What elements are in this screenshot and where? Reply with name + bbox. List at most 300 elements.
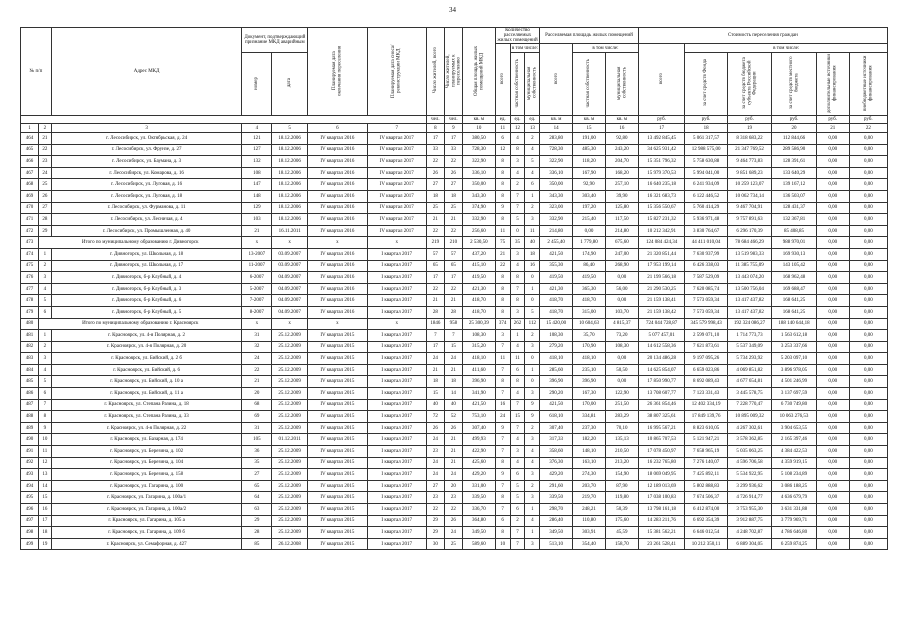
row-number-cell: 494 <box>21 480 39 492</box>
value-cell-c8: 33 <box>426 144 444 156</box>
value-cell-c15: 92,90 <box>573 179 606 191</box>
value-cell-c15: 110,80 <box>573 515 606 527</box>
doc-number-cell: 103 <box>242 214 272 226</box>
demolish-date-cell: I квартал 2017 <box>367 330 426 342</box>
table-row <box>21 202 888 214</box>
value-cell-c10: 350,00 <box>462 179 495 191</box>
doc-number-cell: 121 <box>242 133 272 145</box>
table-row <box>21 167 888 179</box>
table-body <box>21 133 888 550</box>
row-index-cell: 8 <box>39 411 52 423</box>
doc-number-cell: 129 <box>242 202 272 214</box>
value-cell-c14: 421,30 <box>540 283 573 295</box>
value-cell-c20: 143 105,42 <box>772 260 817 272</box>
row-number-cell: 499 <box>21 538 39 550</box>
value-cell-c19: 4 677 654,81 <box>727 376 772 388</box>
value-cell-c15: 35,70 <box>573 330 606 342</box>
value-cell-c16: 213,20 <box>605 457 638 469</box>
address-cell: г. Лесосибирск, ул. Луговая, д. 16 <box>51 179 242 191</box>
value-cell-c10: 380,50 <box>462 133 495 145</box>
value-cell-c20: 4 384 422,53 <box>772 446 817 458</box>
value-cell-c9: 65 <box>444 260 462 272</box>
value-cell-c17: 18 069 049,95 <box>638 469 685 481</box>
value-cell-c12: 7 <box>510 527 525 539</box>
row-index-cell: 9 <box>39 422 52 434</box>
address-cell: г. Красноярск, ул. Степана Разина, д. 33 <box>51 411 242 423</box>
column-numbering-row <box>21 124 888 133</box>
value-cell-c17: 10 212 342,91 <box>638 225 685 237</box>
summary-row <box>21 318 888 330</box>
value-cell-c8: 17 <box>426 341 444 353</box>
value-cell-c19: 21 347 769,52 <box>727 144 772 156</box>
value-cell-c10: 341,90 <box>462 388 495 400</box>
value-cell-c13: 112 <box>525 318 540 330</box>
address-cell: г. Лесосибирск, ул. Лесничая, д. 4 <box>51 214 242 226</box>
value-cell-c12: 4 <box>510 133 525 145</box>
value-cell-c16: 257,10 <box>605 179 638 191</box>
address-cell: г. Красноярск, ул. Березина, д. 102 <box>51 446 242 458</box>
value-cell-c8: 27 <box>426 179 444 191</box>
value-cell-c9: 25 <box>444 202 462 214</box>
row-number-cell: 471 <box>21 214 39 226</box>
value-cell-c15: 1 779,80 <box>573 237 606 249</box>
row-index-cell: 27 <box>39 202 52 214</box>
value-cell-c22: 0,00 <box>849 283 887 295</box>
row-index-cell: 7 <box>39 399 52 411</box>
header-document: Документ, подтверждающий признание МКД аварийным <box>242 28 308 53</box>
table-row <box>21 457 888 469</box>
value-cell-c17: 21 320 851,44 <box>638 248 685 260</box>
value-cell-c21: 0,00 <box>816 214 849 226</box>
row-number-cell: 470 <box>21 202 39 214</box>
value-cell-c11: 8 <box>495 492 510 504</box>
value-cell-c22: 0,00 <box>849 190 887 202</box>
header-rooms-group: Количество расселяемых жилых помещений <box>495 28 539 44</box>
value-cell-c21: 0,00 <box>816 399 849 411</box>
value-cell-c15: 163,10 <box>573 457 606 469</box>
value-cell-c16: 168,20 <box>605 167 638 179</box>
address-cell: г. Дивногорск, б-р Клубный, д. 6 <box>51 295 242 307</box>
row-index-cell: 18 <box>39 527 52 539</box>
doc-number-cell: 13-2007 <box>242 248 272 260</box>
value-cell-c22: 0,00 <box>849 399 887 411</box>
value-cell-c10: 322,90 <box>462 156 495 168</box>
value-cell-c21: 0,00 <box>816 469 849 481</box>
value-cell-c13: 4 <box>525 144 540 156</box>
doc-number-cell: 21 <box>242 225 272 237</box>
row-number-cell: 479 <box>21 306 39 318</box>
row-index-cell: 2 <box>39 260 52 272</box>
value-cell-c20: 2 165 397,46 <box>772 434 817 446</box>
value-cell-c17: 21 290 530,25 <box>638 283 685 295</box>
value-cell-c20: 168 641,25 <box>772 306 817 318</box>
value-cell-c22: 0,00 <box>849 422 887 434</box>
value-cell-c21: 0,00 <box>816 388 849 400</box>
value-cell-c19: 10 259 123,07 <box>727 179 772 191</box>
value-cell-c21: 0,00 <box>816 144 849 156</box>
value-cell-c21: 0,00 <box>816 515 849 527</box>
header-doc-date: дата <box>272 53 308 116</box>
value-cell-c17: 21 159 138,42 <box>638 306 685 318</box>
value-cell-c8: 57 <box>426 248 444 260</box>
value-cell-c13: 1 <box>525 283 540 295</box>
address-cell: г. Красноярск, ул. 4-я Полярная, д. 22 <box>51 422 242 434</box>
address-cell: г. Лесосибирск, ул. Бауманa, д. 3 <box>51 156 242 168</box>
demolish-date-cell: IV квартал 2017 <box>367 156 426 168</box>
address-cell: г. Красноярск, ул. Гагарина, д. 100 <box>51 480 242 492</box>
header-rooms-total: всего <box>495 44 510 116</box>
value-cell-c21: 0,00 <box>816 225 849 237</box>
resettle-date-cell: IV квартал 2016 <box>308 272 367 284</box>
value-cell-c16: 210,50 <box>605 446 638 458</box>
row-number-cell: 497 <box>21 515 39 527</box>
doc-date-cell: 25.12.2009 <box>272 480 308 492</box>
table-row <box>21 434 888 446</box>
value-cell-c19: 10 895 009,32 <box>727 411 772 423</box>
value-cell-c8: 22 <box>426 283 444 295</box>
value-cell-c12: 7 <box>510 399 525 411</box>
value-cell-c19: 13 443 074,20 <box>727 272 772 284</box>
address-cell: г. Дивногорск, б-р Клубный, д. 4 <box>51 272 242 284</box>
value-cell-c12: 11 <box>510 353 525 365</box>
value-cell-c13: 3 <box>525 492 540 504</box>
value-cell-c14: 317,33 <box>540 434 573 446</box>
value-cell-c21: 0,00 <box>816 133 849 145</box>
value-cell-c11: 374 <box>495 318 510 330</box>
address-cell: г. Красноярск, ул. Бийский, д. 11 а <box>51 388 242 400</box>
value-cell-c10: 422,90 <box>462 446 495 458</box>
value-cell-c9: 17 <box>444 133 462 145</box>
doc-date-cell: 16.11.2011 <box>272 225 308 237</box>
value-cell-c16: 247,00 <box>605 248 638 260</box>
value-cell-c15: 86,40 <box>573 260 606 272</box>
row-index-cell: 12 <box>39 457 52 469</box>
value-cell-c21: 0,00 <box>816 318 849 330</box>
doc-date-cell: 25.12.2009 <box>272 422 308 434</box>
value-cell-c12: 7 <box>510 538 525 550</box>
value-cell-c17: 12 189 013,69 <box>638 480 685 492</box>
value-cell-c9: 57 <box>444 248 462 260</box>
value-cell-c11: 6 <box>495 515 510 527</box>
value-cell-c19: 3 912 887,75 <box>727 515 772 527</box>
value-cell-c13: 40 <box>525 237 540 249</box>
value-cell-c22: 0,00 <box>849 341 887 353</box>
demolish-date-cell: I квартал 2017 <box>367 353 426 365</box>
value-cell-c12: 3 <box>510 248 525 260</box>
value-cell-c10: 2 530,50 <box>462 237 495 249</box>
address-cell: г. Красноярск, ул. Гагарина, д. 105 а <box>51 515 242 527</box>
value-cell-c15: 118,20 <box>573 156 606 168</box>
units-row <box>21 116 888 124</box>
value-cell-c10: 418,10 <box>462 353 495 365</box>
value-cell-c18: 6 426 338,03 <box>685 260 727 272</box>
value-cell-c14: 15 420,00 <box>540 318 573 330</box>
value-cell-c17: 15 356 550,67 <box>638 202 685 214</box>
value-cell-c19: 3 445 578,75 <box>727 388 772 400</box>
value-cell-c11: 10 <box>495 538 510 550</box>
col-number: 13 <box>525 124 540 133</box>
address-cell: г. Красноярск, ул. Бийский, д. 2 б <box>51 353 242 365</box>
value-cell-c16: 675,60 <box>605 237 638 249</box>
value-cell-c12: 262 <box>510 318 525 330</box>
value-cell-c18: 7 276 140,07 <box>685 457 727 469</box>
value-cell-c21: 0,00 <box>816 237 849 249</box>
value-cell-c18: 7 658 965,19 <box>685 446 727 458</box>
row-index-cell: 2 <box>39 341 52 353</box>
address-cell: г. Красноярск, ул. Бийский, д. 6 <box>51 364 242 376</box>
col-number: 2 <box>39 124 52 133</box>
value-cell-c21: 0,00 <box>816 538 849 550</box>
doc-date-cell: 03.09.2007 <box>272 260 308 272</box>
value-cell-c11: 22 <box>495 260 510 272</box>
value-cell-c22: 0,00 <box>849 376 887 388</box>
value-cell-c20: 3 779 969,71 <box>772 515 817 527</box>
value-cell-c15: 215,40 <box>573 214 606 226</box>
value-cell-c17: 16 321 683,73 <box>638 190 685 202</box>
unit-cell: ед. <box>525 116 540 124</box>
value-cell-c17: 16 232 765,80 <box>638 457 685 469</box>
address-cell: г. Дивногорск, б-р Клубный, д. 3 <box>51 283 242 295</box>
table-row <box>21 469 888 481</box>
value-cell-c13: 2 <box>525 133 540 145</box>
value-cell-c17: 20 134 486,28 <box>638 353 685 365</box>
col-number: 9 <box>444 124 462 133</box>
value-cell-c10: 589,60 <box>462 538 495 550</box>
value-cell-c22: 0,00 <box>849 364 887 376</box>
value-cell-c18: 6 646 012,54 <box>685 527 727 539</box>
value-cell-c9: 26 <box>444 422 462 434</box>
header-row-number: № п/п <box>21 28 52 116</box>
value-cell-c19: 78 684 466,29 <box>727 237 772 249</box>
value-cell-c8: 30 <box>426 538 444 550</box>
doc-number-cell: 28 <box>242 527 272 539</box>
value-cell-c11: 8 <box>495 272 510 284</box>
value-cell-c21: 0,00 <box>816 457 849 469</box>
value-cell-c17: 38 807 325,61 <box>638 411 685 423</box>
value-cell-c9: 22 <box>444 504 462 516</box>
table-row <box>21 190 888 202</box>
row-index-cell: 1 <box>39 248 52 260</box>
value-cell-c9: 52 <box>444 411 462 423</box>
value-cell-c12: 4 <box>510 434 525 446</box>
value-cell-c10: 396,90 <box>462 376 495 388</box>
value-cell-c11: 8 <box>495 306 510 318</box>
value-cell-c17: 15 979 370,53 <box>638 167 685 179</box>
value-cell-c20: 128 391,61 <box>772 156 817 168</box>
col-number: 6 <box>308 124 367 133</box>
header-planned-demolish: Планируемая дата сноса/ реконструкции МКД <box>367 28 426 116</box>
table-header <box>21 28 888 133</box>
value-cell-c9: 23 <box>444 492 462 504</box>
value-cell-c21: 0,00 <box>816 283 849 295</box>
resettle-date-cell: IV квартал 2015 <box>308 330 367 342</box>
table-row <box>21 515 888 527</box>
value-cell-c8: 24 <box>426 469 444 481</box>
header-area-all: всего <box>540 44 573 116</box>
value-cell-c16: 117,50 <box>605 214 638 226</box>
value-cell-c17: 17 038 100,83 <box>638 492 685 504</box>
resettle-date-cell: IV квартал 2015 <box>308 515 367 527</box>
value-cell-c20: 128 431,37 <box>772 202 817 214</box>
header-rooms-private: частная собственность <box>510 53 525 116</box>
value-cell-c19: 13 417 437,82 <box>727 306 772 318</box>
value-cell-c12: 2 <box>510 179 525 191</box>
row-number-cell: 484 <box>21 364 39 376</box>
table-row <box>21 364 888 376</box>
table-row <box>21 480 888 492</box>
address-cell: г. Лесосибирск, ул. Промышленная, д. 40 <box>51 225 242 237</box>
value-cell-c21: 0,00 <box>816 364 849 376</box>
value-cell-c20: 188 140 644,18 <box>772 318 817 330</box>
value-cell-c14: 283,80 <box>540 133 573 145</box>
value-cell-c11: 16 <box>495 399 510 411</box>
value-cell-c14: 307,40 <box>540 422 573 434</box>
value-cell-c16: 268,90 <box>605 260 638 272</box>
value-cell-c13: 3 <box>525 538 540 550</box>
value-cell-c10: 421,30 <box>462 283 495 295</box>
row-index-cell: 25 <box>39 179 52 191</box>
address-cell: г. Лесосибирск, ул. Луговая, д. 18 <box>51 190 242 202</box>
value-cell-c10: 429,20 <box>462 469 495 481</box>
value-cell-c16: 214,80 <box>605 225 638 237</box>
doc-date-cell: 04.09.2007 <box>272 283 308 295</box>
table-row <box>21 214 888 226</box>
value-cell-c20: 4 359 919,15 <box>772 457 817 469</box>
row-number-cell: 490 <box>21 434 39 446</box>
value-cell-c10: 336,70 <box>462 504 495 516</box>
table-row <box>21 504 888 516</box>
value-cell-c11: 8 <box>495 457 510 469</box>
value-cell-c9: 25 <box>444 538 462 550</box>
unit-cell: руб. <box>772 116 817 124</box>
value-cell-c14: 349,50 <box>540 527 573 539</box>
value-cell-c18: 10 212 350,11 <box>685 538 727 550</box>
row-index-cell: 3 <box>39 272 52 284</box>
table-row <box>21 446 888 458</box>
value-cell-c18: 5 994 041,00 <box>685 167 727 179</box>
doc-date-cell: 25.12.2009 <box>272 504 308 516</box>
value-cell-c15: 303,40 <box>573 190 606 202</box>
value-cell-c9: 27 <box>444 179 462 191</box>
value-cell-c18: 5 802 888,83 <box>685 480 727 492</box>
value-cell-c22: 0,00 <box>849 144 887 156</box>
doc-date-cell: 25.12.2009 <box>272 446 308 458</box>
value-cell-c20: 133 640,29 <box>772 167 817 179</box>
value-cell-c16: 108,30 <box>605 341 638 353</box>
row-index-cell: 1 <box>39 330 52 342</box>
demolish-date-cell: I квартал 2017 <box>367 504 426 516</box>
table-row <box>21 179 888 191</box>
col-number: 7 <box>367 124 426 133</box>
row-index-cell: 14 <box>39 480 52 492</box>
value-cell-c10: 411,60 <box>462 364 495 376</box>
value-cell-c17: 16 640 235,18 <box>638 179 685 191</box>
resettlement-table <box>20 27 888 550</box>
doc-number-cell: 36 <box>242 446 272 458</box>
value-cell-c17: 15 381 562,21 <box>638 527 685 539</box>
table-row <box>21 283 888 295</box>
value-cell-c11: 3 <box>495 330 510 342</box>
doc-number-cell: 68 <box>242 399 272 411</box>
value-cell-c22: 0,00 <box>849 330 887 342</box>
value-cell-c14: 418,70 <box>540 295 573 307</box>
table-row <box>21 330 888 342</box>
value-cell-c9: 14 <box>444 388 462 400</box>
value-cell-c17: 17 850 990,77 <box>638 376 685 388</box>
value-cell-c12: 6 <box>510 364 525 376</box>
row-number-cell: 485 <box>21 376 39 388</box>
address-cell: г. Красноярск, ул. Гагарина, д. 100а/2 <box>51 504 242 516</box>
value-cell-c10: 499,93 <box>462 434 495 446</box>
value-cell-c15: 203,70 <box>573 480 606 492</box>
value-cell-c16: 39,90 <box>605 190 638 202</box>
value-cell-c11: 9 <box>495 202 510 214</box>
doc-date-cell: 18.12.2006 <box>272 202 308 214</box>
header-cost-fund: за счет средств Фонда <box>685 53 727 116</box>
value-cell-c9: 28 <box>444 306 462 318</box>
value-cell-c9: 24 <box>444 353 462 365</box>
value-cell-c9: 18 <box>444 376 462 388</box>
header-cost-group: Стоимость переселения граждан <box>638 28 887 44</box>
value-cell-c15: 170,00 <box>573 399 606 411</box>
row-index-cell: 6 <box>39 388 52 400</box>
doc-number-cell: 148 <box>242 190 272 202</box>
row-number-cell: 495 <box>21 492 39 504</box>
value-cell-c18: 7 587 529,09 <box>685 272 727 284</box>
header-doc-number: номер <box>242 53 272 116</box>
doc-date-cell: 18.12.2006 <box>272 214 308 226</box>
row-number-cell: 489 <box>21 422 39 434</box>
value-cell-c17: 724 044 728,87 <box>638 318 685 330</box>
unit-cell: ед. <box>510 116 525 124</box>
value-cell-c16: 243,20 <box>605 144 638 156</box>
value-cell-c14: 618,10 <box>540 411 573 423</box>
value-cell-c16: 175,60 <box>605 515 638 527</box>
value-cell-c14: 336,10 <box>540 167 573 179</box>
address-cell: г. Дивногорск, ул. Школьная, д. 17 <box>51 260 242 272</box>
col-number: 8 <box>426 124 444 133</box>
value-cell-c22: 0,00 <box>849 446 887 458</box>
resettle-date-cell: IV квартал 2015 <box>308 492 367 504</box>
value-cell-c17: 34 625 931,42 <box>638 144 685 156</box>
value-cell-c13: 1 <box>525 527 540 539</box>
header-planned-resettle: Планируемая дата окончания переселения <box>308 28 367 116</box>
value-cell-c17: 124 084 424,34 <box>638 237 685 249</box>
value-cell-c16: 0,00 <box>605 295 638 307</box>
value-cell-c17: 13 798 161,18 <box>638 504 685 516</box>
value-cell-c11: 8 <box>495 190 510 202</box>
value-cell-c15: 274,30 <box>573 469 606 481</box>
row-index-cell: 26 <box>39 190 52 202</box>
value-cell-c22: 0,00 <box>849 434 887 446</box>
demolish-date-cell: I квартал 2017 <box>367 364 426 376</box>
value-cell-c18: 6 122 446,52 <box>685 190 727 202</box>
value-cell-c18: 5 936 971,48 <box>685 214 727 226</box>
value-cell-c19: 5 537 349,09 <box>727 341 772 353</box>
address-cell: г. Красноярск, ул. Бийский, д. 10 а <box>51 376 242 388</box>
value-cell-c10: 421,50 <box>462 399 495 411</box>
value-cell-c20: 85 408,85 <box>772 225 817 237</box>
value-cell-c21: 0,00 <box>816 179 849 191</box>
value-cell-c9: 22 <box>444 225 462 237</box>
unit-cell: кв. м <box>605 116 638 124</box>
value-cell-c11: 7 <box>495 434 510 446</box>
row-number-cell: 476 <box>21 272 39 284</box>
col-number: 5 <box>272 124 308 133</box>
resettle-date-cell: IV квартал 2016 <box>308 225 367 237</box>
value-cell-c18: 5 121 947,21 <box>685 434 727 446</box>
resettle-date-cell: IV квартал 2016 <box>308 248 367 260</box>
